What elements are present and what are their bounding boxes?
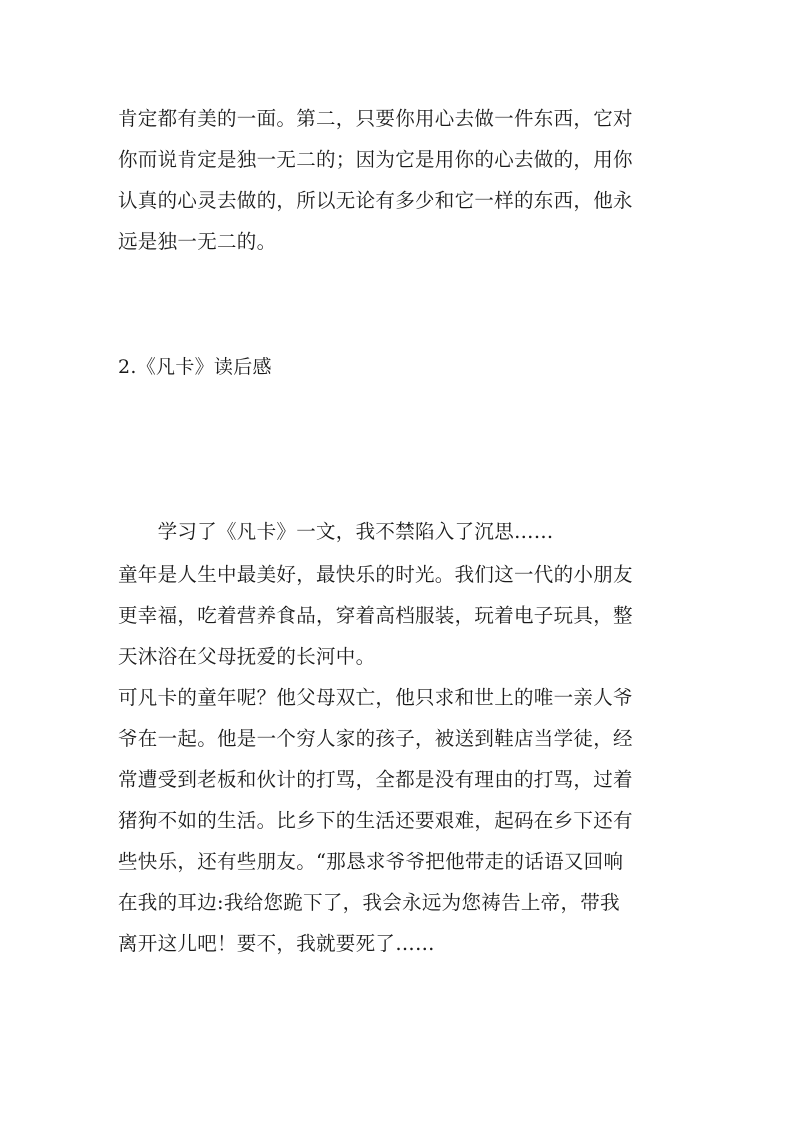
paragraph-line: 更幸福，吃着营养食品，穿着高档服装，玩着电子玩具，整 — [118, 604, 633, 627]
paragraph-line: 你而说肯定是独一无二的；因为它是用你的心去做的，用你 — [118, 148, 633, 171]
paragraph-line: 学习了《凡卡》一文，我不禁陷入了沉思…… — [118, 520, 554, 543]
paragraph-line: 肯定都有美的一面。第二，只要你用心去做一件东西，它对 — [118, 107, 633, 130]
paragraph-line: 猪狗不如的生活。比乡下的生活还要艰难，起码在乡下还有 — [118, 809, 633, 832]
paragraph-line: 认真的心灵去做的，所以无论有多少和它一样的东西，他永 — [118, 189, 633, 212]
paragraph-line: 些快乐，还有些朋友。“那恳求爷爷把他带走的话语又回响 — [118, 850, 624, 873]
section-heading: 2.《凡卡》读后感 — [118, 356, 272, 378]
paragraph-line: 童年是人生中最美好，最快乐的时光。我们这一代的小朋友 — [118, 563, 633, 586]
paragraph-line: 天沐浴在父母抚爱的长河中。 — [118, 645, 376, 668]
paragraph-line: 常遭受到老板和伙计的打骂，全都是没有理由的打骂，过着 — [118, 768, 633, 791]
paragraph-line: 爷在一起。他是一个穷人家的孩子，被送到鞋店当学徒，经 — [118, 727, 633, 750]
paragraph-line: 在我的耳边:我给您跪下了，我会永远为您祷告上帝，带我 — [118, 891, 620, 914]
paragraph-line: 离开这儿吧！要不，我就要死了…… — [118, 932, 435, 955]
paragraph-line: 远是独一无二的。 — [118, 230, 277, 253]
paragraph-line: 可凡卡的童年呢？他父母双亡，他只求和世上的唯一亲人爷 — [118, 686, 633, 709]
